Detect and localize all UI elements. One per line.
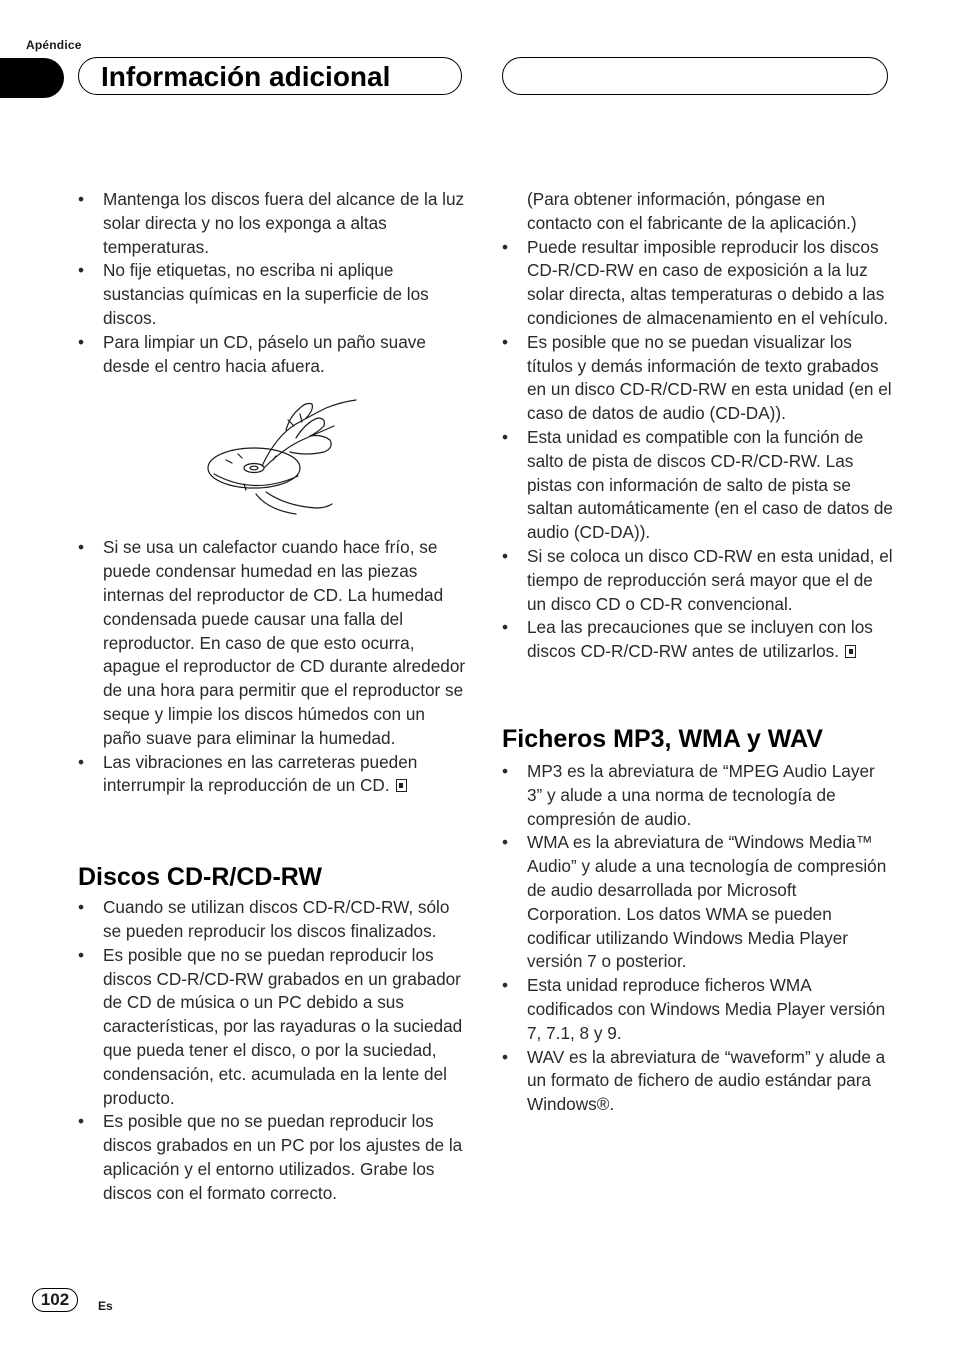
end-of-section-icon (845, 645, 856, 658)
list-item: • Las vibraciones en las carreteras pueden interrumpir la reproducción de un CD. (78, 751, 466, 799)
left-column (78, 188, 466, 1206)
list-item: • Esta unidad es compatible con la función de salto de pista de discos CD-R/CD-RW. Las pistas con información de salto de pista se saltan automáticamente (en el caso de datos de audio (CD-DA)). (502, 426, 894, 545)
condensation-list (78, 536, 466, 798)
list-item: • Puede resultar imposible reproducir los discos CD-R/CD-RW en caso de exposición a la luz solar directa, altas temperaturas o debido a las condiciones de almacenamiento en el vehículo. (502, 236, 894, 331)
list-item: • WMA es la abreviatura de “Windows Media™ Audio” y alude a una tecnología de compresión de audio desarrollada por Microsoft Corporation. Los datos WMA se pueden codificar utilizando Windows Media Player versión 7 o posterior. (502, 831, 894, 974)
list-item: • Es posible que no se puedan reproducir los discos CD-R/CD-RW grabados en un grabador de CD de música o un PC debido a sus características, por las rayaduras o la suciedad que pueda tener el disco, o por la suciedad, condensación, etc. acumulada en la lente del producto. (78, 944, 466, 1111)
list-item: • WAV es la abreviatura de “waveform” y alude a un formato de fichero de audio estándar para Windows®. (502, 1046, 894, 1117)
page-number: 102 (32, 1288, 78, 1312)
blank-title-pill (502, 57, 888, 95)
list-item: • Si se usa un calefactor cuando hace frío, se puede condensar humedad en las piezas internas del reproductor de CD. La humedad condensada puede causar una falla del reproductor. En caso de que esto ocurra, apague el reproductor de CD durante alrededor de una hora para permitir que el reproductor se seque y limpie los discos húmedos con un paño suave para eliminar la humedad. (78, 536, 466, 750)
cd-cleaning-illustration (206, 396, 366, 516)
list-item: • Es posible que no se puedan visualizar los títulos y demás información de texto grabados en un disco CD-R/CD-RW en esta unidad (en el caso de datos de audio (CD-DA)). (502, 331, 894, 426)
list-item: • MP3 es la abreviatura de “MPEG Audio Layer 3” y alude a una norma de tecnología de compresión de audio. (502, 760, 894, 831)
list-item: • Es posible que no se puedan reproducir los discos grabados en un PC por los ajustes de la aplicación y el entorno utilizados. Grabe los discos con el formato correcto. (78, 1110, 466, 1205)
section-heading-cdr: Discos CD-R/CD-RW (78, 863, 322, 892)
list-item: • Cuando se utilizan discos CD-R/CD-RW, sólo se pueden reproducir los discos finalizados. (78, 896, 466, 944)
title-pill (78, 57, 462, 95)
mp3-list (502, 760, 894, 1117)
list-item: • Esta unidad reproduce ficheros WMA codificados con Windows Media Player versión 7, 7.1, 8 y 9. (502, 974, 894, 1045)
list-item: • No fije etiquetas, no escriba ni aplique sustancias químicas en la superficie de los discos. (78, 259, 466, 330)
list-item: • Lea las precauciones que se incluyen con los discos CD-R/CD-RW antes de utilizarlos. (502, 616, 894, 664)
page-title: Información adicional (101, 61, 391, 92)
list-item: • Mantenga los discos fuera del alcance de la luz solar directa y no los exponga a altas temperaturas. (78, 188, 466, 259)
continuation-text: (Para obtener información, póngase en contacto con el fabricante de la aplicación.) (527, 189, 857, 233)
list-item: • Si se coloca un disco CD-RW en esta unidad, el tiempo de reproducción será mayor que el de un disco CD o CD-R convencional. (502, 545, 894, 616)
cdr-list (78, 896, 466, 1205)
section-label: Apéndice (26, 38, 82, 52)
language-code: Es (98, 1299, 113, 1313)
section-heading-mp3: Ficheros MP3, WMA y WAV (502, 724, 823, 753)
disc-care-list (78, 188, 466, 378)
right-column (502, 188, 894, 1117)
section-tab (0, 58, 64, 98)
list-item: • Para limpiar un CD, páselo un paño suave desde el centro hacia afuera. (78, 331, 466, 379)
end-of-section-icon (396, 779, 407, 792)
cdr-list-continued (502, 236, 894, 664)
